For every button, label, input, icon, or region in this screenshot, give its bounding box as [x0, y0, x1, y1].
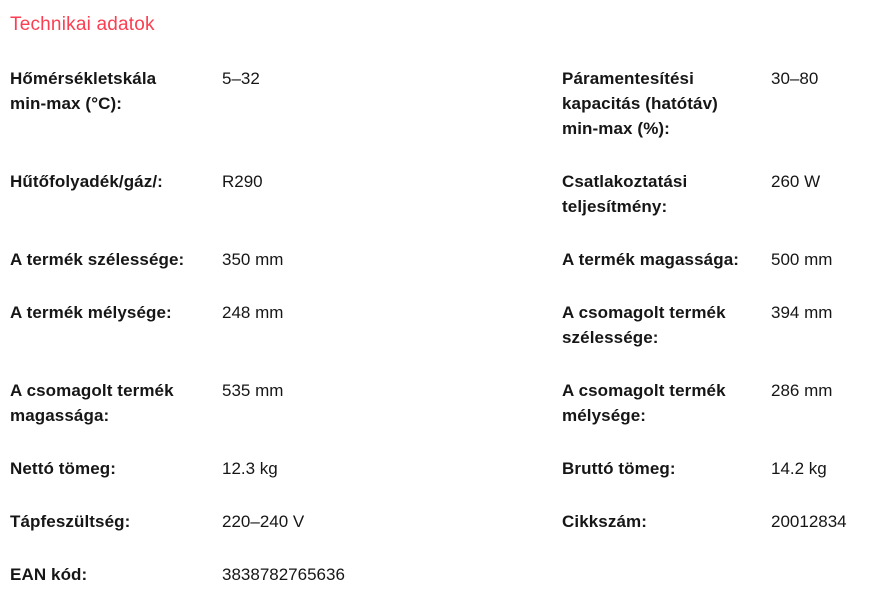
spec-label: Páramentesítési kapacitás (hatótáv) min-max (%): [562, 69, 718, 138]
page-title: Technikai adatok [10, 14, 155, 35]
spec-label: EAN kód: [10, 565, 88, 584]
spec-label: Bruttó tömeg: [562, 459, 676, 478]
spec-value: 535 mm [222, 381, 284, 400]
spec-label: A csomagolt termék magassága: [10, 381, 174, 425]
spec-value: 350 mm [222, 250, 284, 269]
spec-label: Csatlakoztatási teljesítmény: [562, 172, 688, 216]
spec-value: 5–32 [222, 69, 260, 88]
spec-value: 220–240 V [222, 512, 305, 531]
spec-label: Cikkszám: [562, 512, 647, 531]
spec-value: 30–80 [771, 69, 819, 88]
spec-value: 20012834 [771, 512, 847, 531]
spec-label: A termék mélysége: [10, 303, 172, 322]
spec-value: 260 W [771, 172, 821, 191]
spec-value: 500 mm [771, 250, 833, 269]
spec-label: Nettó tömeg: [10, 459, 117, 478]
spec-label: A csomagolt termék szélessége: [562, 303, 726, 347]
spec-value: 14.2 kg [771, 459, 827, 478]
spec-grid [10, 66, 875, 587]
spec-label: Tápfeszültség: [10, 512, 131, 531]
spec-value: 394 mm [771, 303, 833, 322]
spec-value: 286 mm [771, 381, 833, 400]
spec-value: 3838782765636 [222, 565, 345, 584]
spec-label: A termék szélessége: [10, 250, 185, 269]
spec-value: 248 mm [222, 303, 284, 322]
spec-label: A csomagolt termék mélysége: [562, 381, 726, 425]
spec-label: Hőmérsékletskála min-max (°C): [10, 69, 157, 113]
spec-value: 12.3 kg [222, 459, 278, 478]
spec-label: Hűtőfolyadék/gáz/: [10, 172, 163, 191]
spec-label: A termék magassága: [562, 250, 740, 269]
spec-value: R290 [222, 172, 263, 191]
